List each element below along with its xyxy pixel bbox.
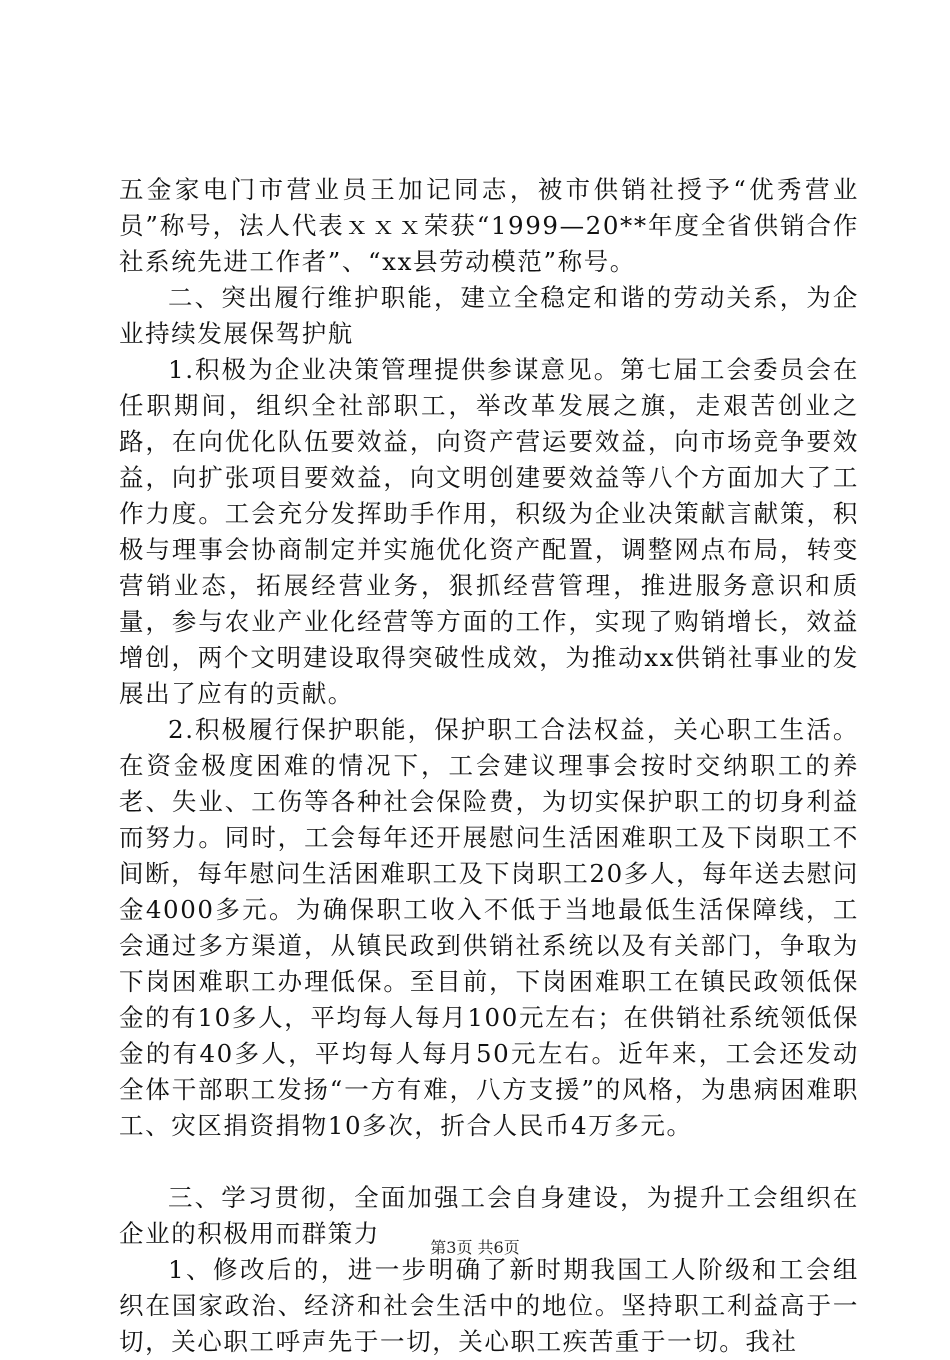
paragraph-2-2: 2.积极履行保护职能，保护职工合法权益，关心职工生活。在资金极度困难的情况下，工会建议理事会按时交纳职工的养老、失业、工伤等各种社会保险费，为切实保护职工的切身利益而努力。同时，工会每年还开展慰问生活困难职工及下岗职工不间断，每年慰问生活困难职工及下岗职工20多人，每年送去慰问金4000多元。为确保职工收入不低于当地最低生活保障线，工会通过多方渠道，从镇民政到供销社系统以及有关部门，争取为下岗困难职工办理低保。至目前，下岗困难职工在镇民政领低保金的有10多人，平均每人每月100元左右；在供销社系统领低保金的有40多人，平均每人每月50元左右。近年来，工会还发动全体干部职工发扬“一方有难，八方支援”的风格，为患病困难职工、灾区捐资捐物10多次，折合人民币4万多元。: [119, 715, 859, 1140]
section-heading-2: 二、突出履行维护职能，建立全稳定和谐的劳动关系，为企业持续发展保驾护航: [119, 283, 859, 348]
paragraph-3-1: 1、修改后的，进一步明确了新时期我国工人阶级和工会组织在国家政治、经济和社会生活中的地位。坚持职工利益高于一切，关心职工呼声先于一切，关心职工疾苦重于一切。我社: [119, 1255, 859, 1356]
document-body: [119, 172, 859, 1360]
paragraph-1: 五金家电门市营业员王加记同志，被市供销社授予“优秀营业员”称号，法人代表ｘｘｘ荣获“1999—20**年度全省供销合作社系统先进工作者”、“xx县劳动模范”称号。: [119, 175, 859, 276]
page-footer: 第3页 共6页: [430, 1238, 520, 1257]
paragraph-2-1: 1.积极为企业决策管理提供参谋意见。第七届工会委员会在任职期间，组织全社部职工，举改革发展之旗，走艰苦创业之路，在向优化队伍要效益，向资产营运要效益，向市场竞争要效益，向扩张项目要效益，向文明创建要效益等八个方面加大了工作力度。工会充分发挥助手作用，积级为企业决策献言献策，积极与理事会协商制定并实施优化资产配置，调整网点布局，转变营销业态，拓展经营业务，狠抓经营管理，推进服务意识和质量，参与农业产业化经营等方面的工作，实现了购销增长，效益增创，两个文明建设取得突破性成效，为推动xx供销社事业的发展出了应有的贡献。: [119, 355, 859, 708]
section-heading-3: 三、学习贯彻，全面加强工会自身建设，为提升工会组织在企业的积极用而群策力: [119, 1183, 859, 1248]
